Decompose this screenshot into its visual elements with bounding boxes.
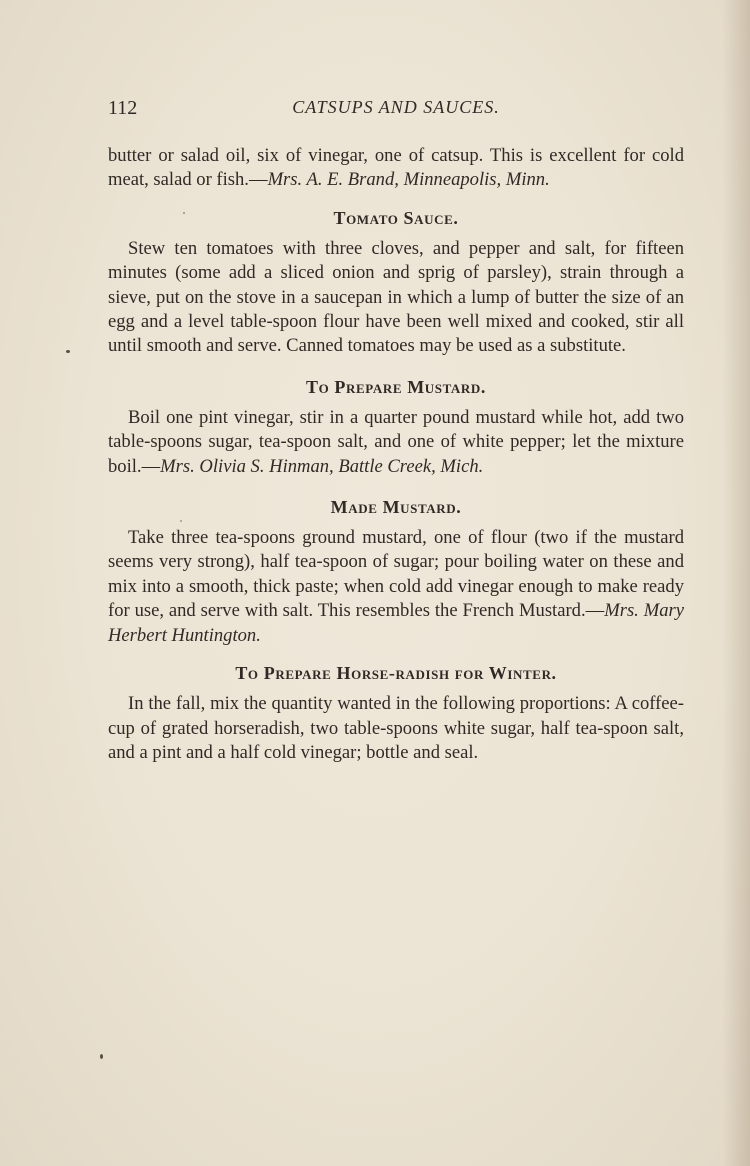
running-title: CATSUPS AND SAUCES. (292, 97, 500, 117)
recipe-prepare-mustard (108, 406, 684, 479)
paper-speck (100, 1054, 103, 1059)
recipe-text: Boil one pint vinegar, stir in a quarter pound mustard while hot, add two table-spoons sugar, tea-spoon salt, and one of white pepper; let the mixture boil.— (108, 406, 684, 477)
heading-prepare-mustard: To Prepare Mustard. (306, 376, 486, 397)
heading-made-mustard: Made Mustard. (330, 497, 462, 518)
recipe-horse-radish (108, 692, 684, 765)
recipe-made-mustard (108, 526, 684, 648)
paper-speck (180, 520, 182, 522)
recipe-text: In the fall, mix the quantity wanted in the following proportions: A coffee-cup of grated horseradish, two table-spoons white sugar, half tea-spoon salt, and a pint and a half cold vinegar; bottle and seal. (108, 693, 684, 763)
recipe-text: Stew ten tomatoes with three cloves, and pepper and salt, for fifteen minutes (some add a sliced onion and sprig of parsley), strain through a sieve, put on the stove in a saucepan in which a lump of butter the size of an egg and a level table-spoon flour have been well mixed and cooked, stir all until smooth and serve. Canned tomatoes may be used as a substitute. (108, 237, 684, 357)
recipe-text: Take three tea-spoons ground mustard, one of flour (two if the mustard seems very strong), half tea-spoon of sugar; pour boiling water on these and mix into a smooth, thick paste; when cold add vinegar enough to make ready for use, and serve with salt. This resembles the French Mustard.— (108, 527, 684, 622)
intro-text: butter or salad oil, six of vinegar, one of catsup. This is excellent for cold meat, salad or fish.— (108, 145, 684, 191)
intro-paragraph (108, 144, 684, 193)
page-edge-shadow (722, 0, 750, 1166)
recipe-attribution: Mrs. Mary Herbert Huntington. (108, 600, 684, 646)
heading-horse-radish: To Prepare Horse-radish for Winter. (235, 663, 557, 684)
page-content (108, 144, 684, 765)
paper-speck (183, 212, 185, 214)
page-number: 112 (108, 97, 138, 119)
recipe-tomato-sauce (108, 237, 684, 359)
heading-tomato-sauce: Tomato Sauce. (333, 207, 459, 228)
recipe-attribution: Mrs. Olivia S. Hinman, Battle Creek, Mich. (160, 455, 484, 477)
paper-speck (66, 350, 70, 353)
intro-attribution: Mrs. A. E. Brand, Minneapolis, Minn. (267, 169, 550, 191)
page-header (108, 97, 684, 127)
